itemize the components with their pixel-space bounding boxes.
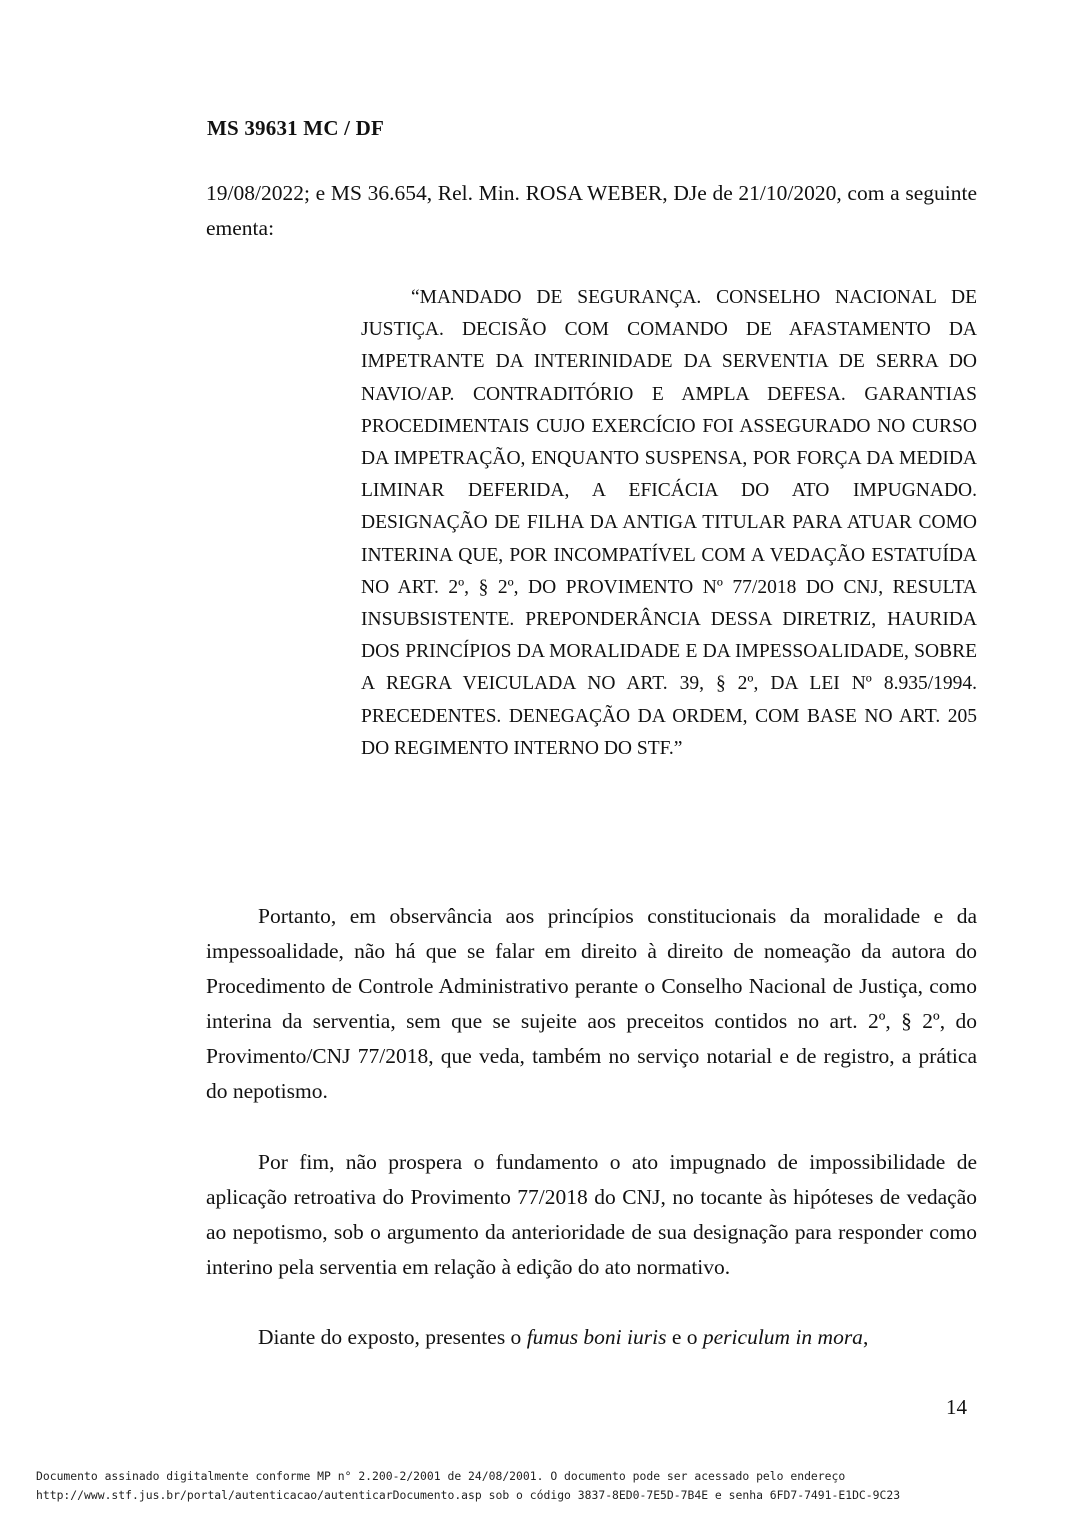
footer-line-2: http://www.stf.jus.br/portal/autenticacao/autenticarDocumento.asp sob o código 3837-8ED0-7E5D-7B4E e senha 6FD7-7491-E1DC-9C23 xyxy=(36,1488,901,1502)
page-number: 14 xyxy=(946,1395,967,1419)
signature-footer xyxy=(36,1467,900,1505)
paragraph-por-fim: Por fim, não prospera o fundamento o ato impugnado de impossibilidade de aplicação retroativa do Provimento 77/2018 do CNJ, no tocante às hipóteses de vedação ao nepotismo, sob o argumento da anterioridade de sua designação para responder como interino pela serventia em relação à edição do ato normativo. xyxy=(206,1150,977,1279)
diante-italic-fumus: fumus boni iuris xyxy=(526,1325,667,1349)
diante-text-3: , xyxy=(862,1325,869,1349)
intro-paragraph: 19/08/2022; e MS 36.654, Rel. Min. ROSA WEBER, DJe de 21/10/2020, com a seguinte ementa: xyxy=(206,181,977,240)
diante-italic-periculum: periculum in mora xyxy=(702,1325,863,1349)
paragraph-portanto: Portanto, em observância aos princípios constitucionais da moralidade e da impessoalidade, não há que se falar em direito à direito de nomeação da autora do Procedimento de Controle Administrativo perante o Conselho Nacional de Justiça, como interina da serventia, sem que se sujeite aos preceitos contidos no art. 2º, § 2º, do Provimento/CNJ 77/2018, que veda, também no serviço notarial e de registro, a prática do nepotismo. xyxy=(206,904,977,1103)
diante-text-1: Diante do exposto, presentes o xyxy=(258,1325,527,1349)
diante-text-2: e o xyxy=(666,1325,703,1349)
ementa-block-quote: “MANDADO DE SEGURANÇA. CONSELHO NACIONAL DE JUSTIÇA. DECISÃO COM COMANDO DE AFASTAMENTO DA IMPETRANTE DA INTERINIDADE DA SERVENTIA DE SERRA DO NAVIO/AP. CONTRADITÓRIO E AMPLA DEFESA. GARANTIAS PROCEDIMENTAIS CUJO EXERCÍCIO FOI ASSEGURADO NO CURSO DA IMPETRAÇÃO, ENQUANTO SUSPENSA, POR FORÇA DA MEDIDA LIMINAR DEFERIDA, A EFICÁCIA DO ATO IMPUGNADO. DESIGNAÇÃO DE FILHA DA ANTIGA TITULAR PARA ATUAR COMO INTERINA QUE, POR INCOMPATÍVEL COM A VEDAÇÃO ESTATUÍDA NO ART. 2º, § 2º, DO PROVIMENTO Nº 77/2018 DO CNJ, RESULTA INSUBSISTENTE. PREPONDERÂNCIA DESSA DIRETRIZ, HAURIDA DOS PRINCÍPIOS DA MORALIDADE E DA IMPESSOALIDADE, SOBRE A REGRA VEICULADA NO ART. 39, § 2º, DA LEI Nº 8.935/1994. PRECEDENTES. DENEGAÇÃO DA ORDEM, COM BASE NO ART. 205 DO REGIMENTO INTERNO DO STF.” xyxy=(361,287,977,759)
case-header: MS 39631 MC / DF xyxy=(207,116,385,140)
footer-line-1: Documento assinado digitalmente conforme MP n° 2.200-2/2001 de 24/08/2001. O documento pode ser acessado pelo endereço xyxy=(36,1469,846,1483)
paragraph-diante xyxy=(206,1320,977,1355)
